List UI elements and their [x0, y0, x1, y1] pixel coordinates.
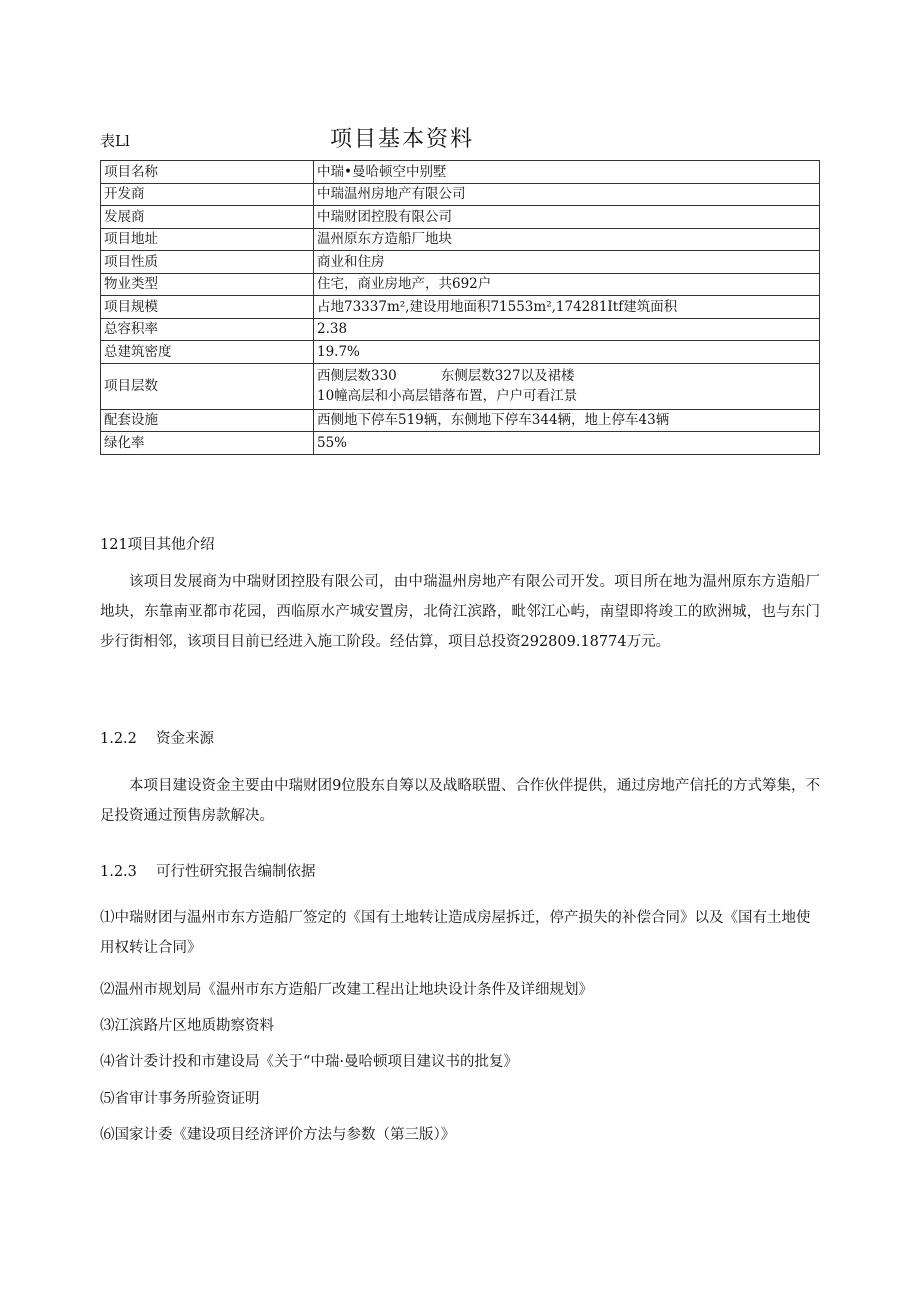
row-value: 中瑞•曼哈顿空中别墅: [314, 161, 820, 184]
row-value: 温州原东方造船厂地块: [314, 228, 820, 251]
section-title: 资金来源: [156, 731, 214, 747]
list-item: ⑷省计委计投和市建设局《关于“中瑞·曼哈顿项目建议书的批复》: [100, 1054, 519, 1070]
row-key: 物业类型: [101, 273, 314, 296]
row-key: 总建筑密度: [101, 341, 314, 364]
row-value: 19.7%: [314, 341, 820, 364]
table-row: [101, 409, 820, 432]
row-key: 发展商: [101, 206, 314, 229]
table-label: 表Ll: [100, 132, 130, 150]
row-value: 西侧地下停车519辆，东侧地下停车344辆，地上停车43辆: [314, 409, 820, 432]
section-title: 可行性研究报告编制依据: [156, 864, 316, 880]
list-item: ⑸省审计事务所验资证明: [100, 1091, 260, 1107]
table-row: [101, 273, 820, 296]
list-item: ⑴中瑞财团与温州市东方造船厂签定的《国有土地转让造成房屋拆迁，停产损失的补偿合同》以及《国有土地使用权转让合同》: [100, 910, 811, 956]
table-row: [101, 206, 820, 229]
row-key: 项目性质: [101, 251, 314, 274]
section-body-122: 本项目建设资金主要由中瑞财团9位股东自筹以及战略联盟、合作伙伴提供，通过房地产信托的方式筹集，不足投资通过预售房款解决。: [100, 778, 820, 824]
table-row: [101, 341, 820, 364]
floors-east: 东侧层数327以及裙楼: [440, 368, 575, 384]
row-key: 项目地址: [101, 228, 314, 251]
row-value: 中瑞财团控股有限公司: [314, 206, 820, 229]
table-row: [101, 296, 820, 319]
list-item: ⑶江滨路片区地质勘察资料: [100, 1018, 274, 1034]
row-value: 2.38: [314, 318, 820, 341]
table-row: [101, 432, 820, 455]
table-caption: [100, 118, 820, 158]
floors-note: 10幢高层和小高层错落布置，户户可看江景: [317, 388, 578, 404]
table-row: [101, 161, 820, 184]
list-item: ⑵温州市规划局《温州市东方造船厂改建工程出让地块设计条件及详细规划》: [100, 982, 593, 998]
list-item: ⑹国家计委《建设项目经济评价方法与参数（第三版）》: [100, 1127, 456, 1143]
table-row: [101, 228, 820, 251]
row-key: 总容积率: [101, 318, 314, 341]
section-heading-123: [100, 860, 316, 881]
row-key: 配套设施: [101, 409, 314, 432]
row-value: 55%: [314, 432, 820, 455]
table-row: [101, 318, 820, 341]
table-row: [101, 251, 820, 274]
floors-west: 西侧层数330: [317, 368, 397, 384]
row-key: 绿化率: [101, 432, 314, 455]
table-title: 项目基本资料: [330, 127, 475, 152]
section-body-121: 该项目发展商为中瑞财团控股有限公司，由中瑞温州房地产有限公司开发。项目所在地为温州原东方造船厂地块，东靠南亚都市花园，西临原水产城安置房，北倚江滨路，毗邻江心屿，南望即将竣工的欧洲城，也与东门步行街相邻，该项目目前已经进入施工阶段。经估算，项目总投资292809.18774万元。: [100, 574, 820, 650]
row-value: [314, 363, 820, 409]
row-value: 中瑞温州房地产有限公司: [314, 183, 820, 206]
section-number: 1.2.2: [100, 731, 137, 747]
section-heading-121: 121项目其他介绍: [100, 537, 215, 553]
table-row: [101, 363, 820, 409]
section-heading-122: [100, 727, 214, 748]
row-value: 住宅，商业房地产，共692户: [314, 273, 820, 296]
row-key: 项目规模: [101, 296, 314, 319]
row-value: 占地73337m²,建设用地面积71553m²,174281Itf建筑面积: [314, 296, 820, 319]
row-value: 商业和住房: [314, 251, 820, 274]
row-key: 项目名称: [101, 161, 314, 184]
row-key: 开发商: [101, 183, 314, 206]
project-info-table: [100, 160, 820, 455]
section-number: 1.2.3: [100, 864, 137, 880]
row-key: 项目层数: [101, 363, 314, 409]
table-row: [101, 183, 820, 206]
